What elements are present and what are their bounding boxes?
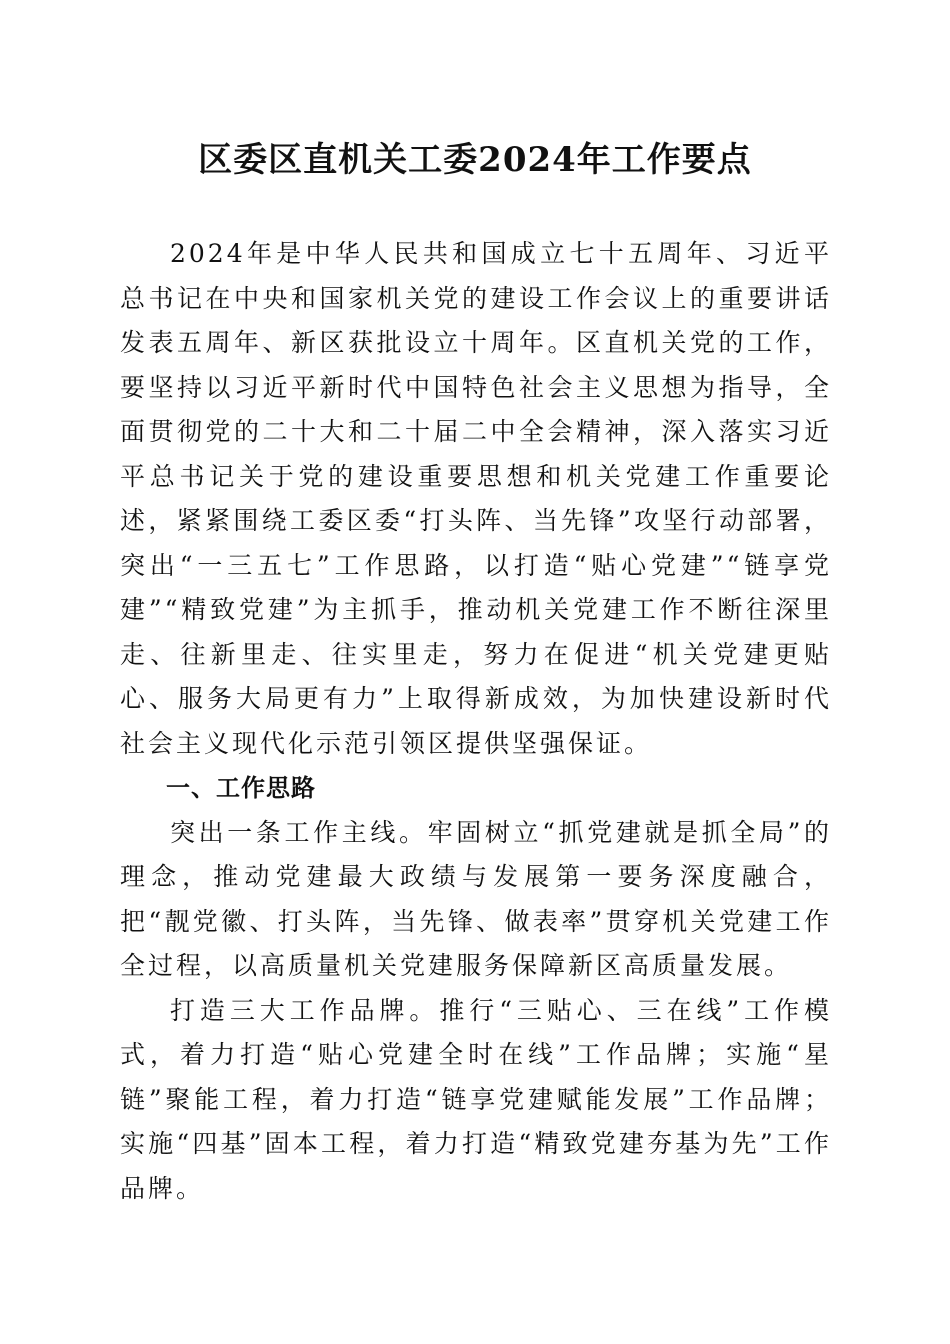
section-heading-work-approach: 一、工作思路 <box>166 774 316 802</box>
intro-paragraph: 2024年是中华人民共和国成立七十五周年、习近平总书记在中央和国家机关党的建设工作会议上的重要讲话发表五周年、新区获批设立十周年。区直机关党的工作，要坚持以习近平新时代中国特色社会主义思想为指导，全面贯彻党的二十大和二十届二中全会精神，深入落实习近平总书记关于党的建设重要思想和机关党建工作重要论述，紧紧围绕工委区委“打头阵、当先锋”攻坚行动部署，突出“一三五七”工作思路，以打造“贴心党建”“链享党建”“精致党建”为主抓手，推动机关党建工作不断往深里走、往新里走、往实里走，努力在促进“机关党建更贴心、服务大局更有力”上取得新成效，为加快建设新时代社会主义现代化示范引领区提供坚强保证。 <box>120 239 832 758</box>
document-body <box>120 232 832 1211</box>
document-title: 区委区直机关工委2024年工作要点 <box>198 140 752 180</box>
paragraph-three-brands: 打造三大工作品牌。推行“三贴心、三在线”工作模式，着力打造“贴心党建全时在线”工作品牌；实施“星链”聚能工程，着力打造“链享党建赋能发展”工作品牌；实施“四基”固本工程，着力打造“精致党建夯基为先”工作品牌。 <box>120 995 832 1203</box>
paragraph-main-line: 突出一条工作主线。牢固树立“抓党建就是抓全局”的理念，推动党建最大政绩与发展第一要务深度融合，把“靓党徽、打头阵，当先锋、做表率”贯穿机关党建工作全过程，以高质量机关党建服务保障新区高质量发展。 <box>120 817 832 980</box>
